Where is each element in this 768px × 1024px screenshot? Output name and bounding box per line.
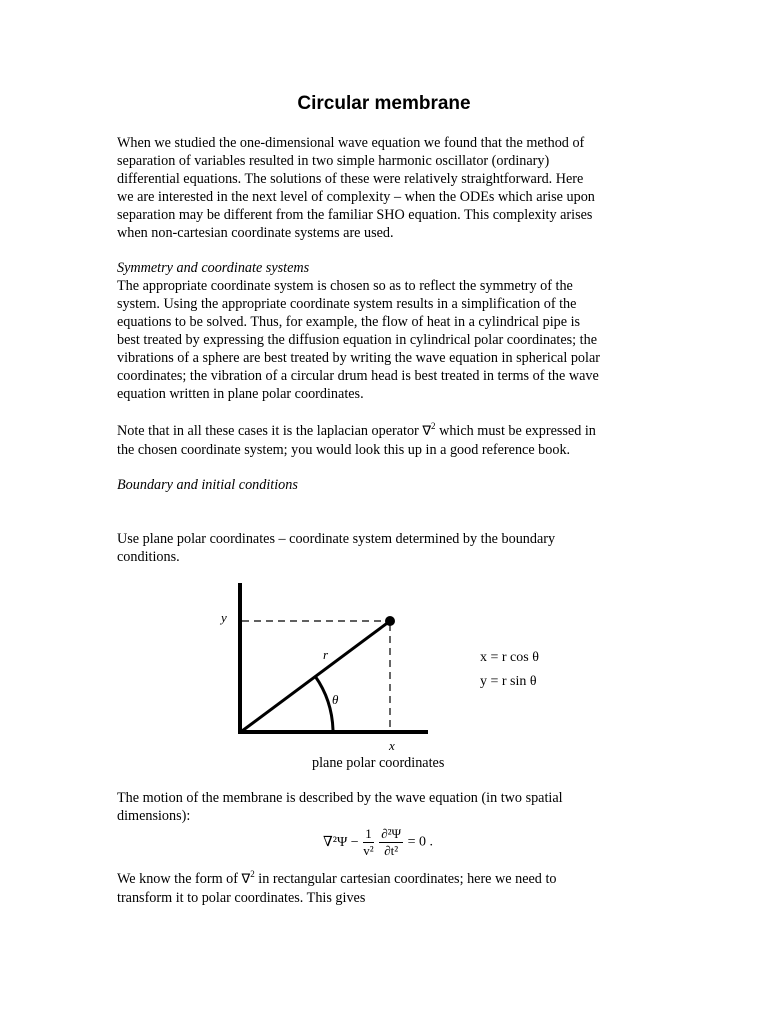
text-line: differential equations. The solutions of these were relatively straightforward. Here	[117, 171, 584, 187]
text-line: we are interested in the next level of complexity – when the ODEs which arise upon	[117, 189, 595, 205]
angle-arc	[315, 676, 333, 730]
label-theta: θ	[332, 692, 339, 707]
equation-y-rsin: y = r sin θ	[480, 674, 537, 689]
equation-x-rcos: x = r cos θ	[480, 650, 539, 665]
fraction-partial-derivative	[379, 826, 403, 859]
fraction-one-over-v2	[363, 826, 374, 859]
equation-rhs: = 0 .	[407, 834, 434, 850]
text-line: conditions.	[117, 549, 180, 565]
transform-paragraph	[117, 870, 657, 907]
nabla-symbol: ∇	[422, 424, 432, 439]
text-fragment: Note that in all these cases it is the laplacian operator	[117, 423, 423, 439]
text-line: When we studied the one-dimensional wave equation we found that the method of	[117, 135, 585, 151]
nabla-symbol: ∇	[241, 872, 251, 887]
label-x: x	[389, 738, 395, 753]
text-line: coordinates; the vibration of a circular drum head is best treated in terms of the wave	[117, 368, 599, 384]
text-line: The motion of the membrane is described by the wave equation (in two spatial	[117, 790, 563, 806]
text-line: best treated by expressing the diffusion equation in cylindrical polar coordinates; the	[117, 332, 598, 348]
text-line: when non-cartesian coordinate systems are used.	[117, 225, 394, 241]
text-fragment: in rectangular cartesian coordinates; here we need to	[254, 871, 557, 887]
section-heading-boundary: Boundary and initial conditions	[117, 477, 298, 493]
wave-equation	[323, 826, 433, 866]
text-line: The appropriate coordinate system is chosen so as to reflect the symmetry of the	[117, 278, 573, 294]
text-line: system. Using the appropriate coordinate system results in a simplification of the	[117, 296, 577, 312]
text-fragment: which must be expressed in	[435, 423, 596, 439]
page-title: Circular membrane	[297, 93, 471, 114]
label-y: y	[221, 610, 227, 625]
diagram-caption: plane polar coordinates	[312, 755, 445, 771]
text-line: separation of variables resulted in two simple harmonic oscillator (ordinary)	[117, 153, 550, 169]
text-line: dimensions):	[117, 808, 191, 824]
power-symbol: 2	[250, 869, 255, 879]
fraction-denominator: v²	[363, 843, 374, 858]
text-line: vibrations of a sphere are best treated by writing the wave equation in spherical polar	[117, 350, 600, 366]
text-line: Use plane polar coordinates – coordinate system determined by the boundary	[117, 531, 556, 547]
fraction-numerator: ∂²Ψ	[381, 826, 402, 841]
equation-lhs: ∇²Ψ −	[323, 835, 359, 850]
text-line: the chosen coordinate system; you would look this up in a good reference book.	[117, 442, 571, 458]
text-line: separation may be different from the familiar SHO equation. This complexity arises	[117, 207, 593, 223]
fraction-denominator: ∂t²	[384, 843, 399, 858]
text-line	[117, 870, 657, 889]
point-marker	[385, 616, 395, 626]
text-line: transform it to polar coordinates. This gives	[117, 890, 366, 906]
power-symbol: 2	[431, 421, 436, 431]
text-line: equation written in plane polar coordinates.	[117, 386, 364, 402]
text-fragment: We know the form of	[117, 871, 242, 887]
motion-paragraph	[117, 789, 657, 825]
fraction-numerator: 1	[365, 826, 372, 841]
text-line: equations to be solved. Thus, for example, the flow of heat in a cylindrical pipe is	[117, 314, 581, 330]
label-r: r	[323, 647, 329, 662]
section-heading-symmetry: Symmetry and coordinate systems	[117, 260, 310, 276]
